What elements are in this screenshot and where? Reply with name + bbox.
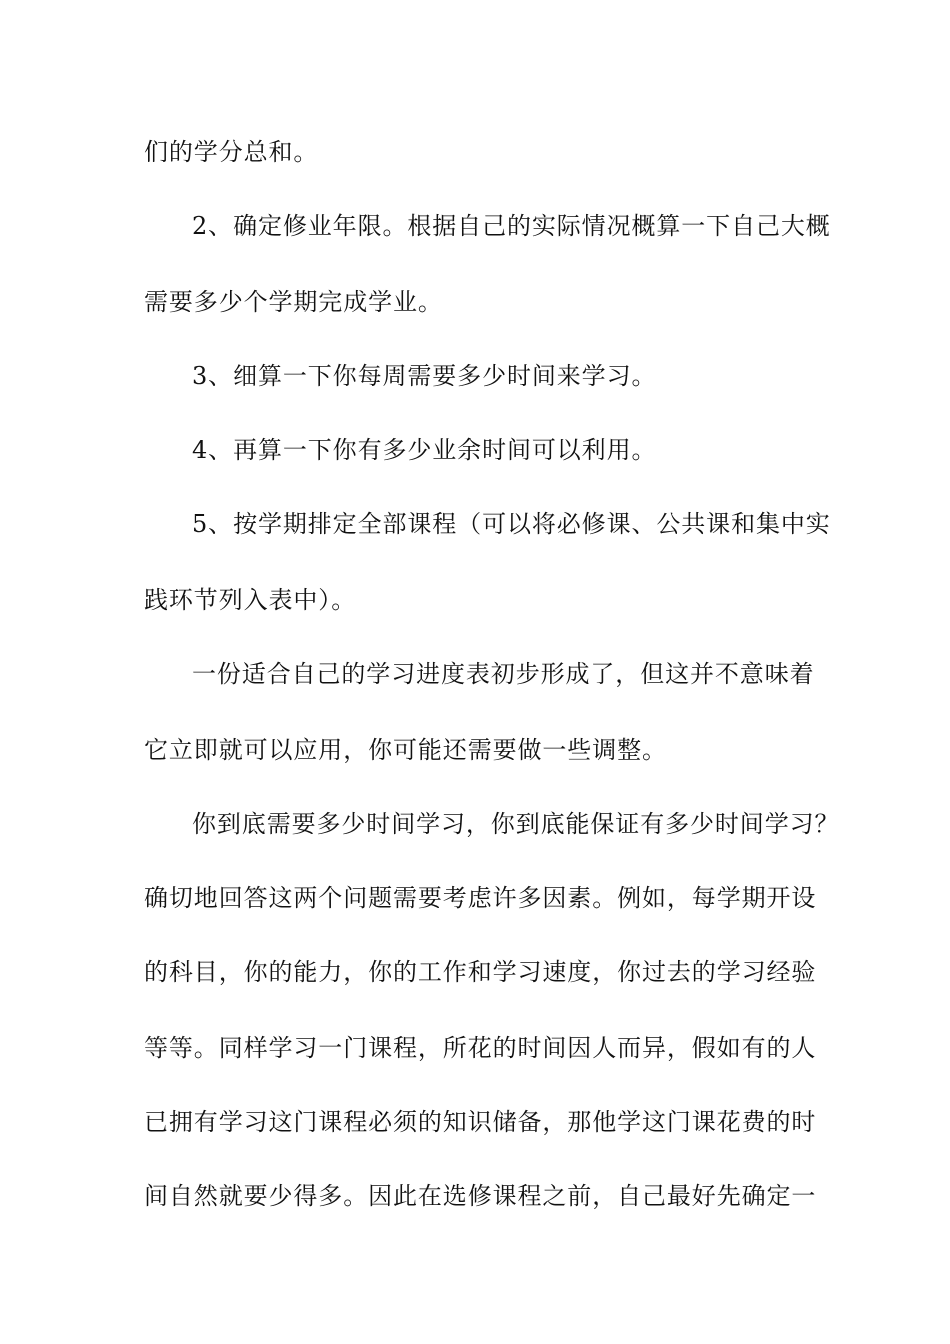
list-item-3: 3、细算一下你每周需要多少时间来学习。 — [192, 362, 657, 390]
text-line: 间自然就要少得多。因此在选修课程之前，自己最好先确定一 — [144, 1182, 817, 1210]
text-line: 需要多少个学期完成学业。 — [144, 288, 443, 316]
text-line: 它立即就可以应用，你可能还需要做一些调整。 — [144, 736, 667, 764]
list-item-2: 2、确定修业年限。根据自己的实际情况概算一下自己大概 — [192, 212, 831, 240]
text-line: 践环节列入表中）。 — [144, 586, 357, 614]
text-line: 已拥有学习这门课程必须的知识储备，那他学这门课花费的时 — [144, 1108, 817, 1136]
text-line: 的科目，你的能力，你的工作和学习速度，你过去的学习经验 — [144, 958, 817, 986]
text-line: 们的学分总和。 — [144, 138, 319, 166]
paragraph-start: 你到底需要多少时间学习，你到底能保证有多少时间学习？ — [192, 810, 840, 838]
paragraph-start: 一份适合自己的学习进度表初步形成了，但这并不意味着 — [192, 660, 815, 688]
list-item-4: 4、再算一下你有多少业余时间可以利用。 — [192, 436, 657, 464]
list-item-5: 5、按学期排定全部课程（可以将必修课、公共课和集中实 — [192, 510, 831, 538]
text-line: 确切地回答这两个问题需要考虑许多因素。例如，每学期开设 — [144, 884, 817, 912]
text-line: 等等。同样学习一门课程，所花的时间因人而异，假如有的人 — [144, 1034, 817, 1062]
